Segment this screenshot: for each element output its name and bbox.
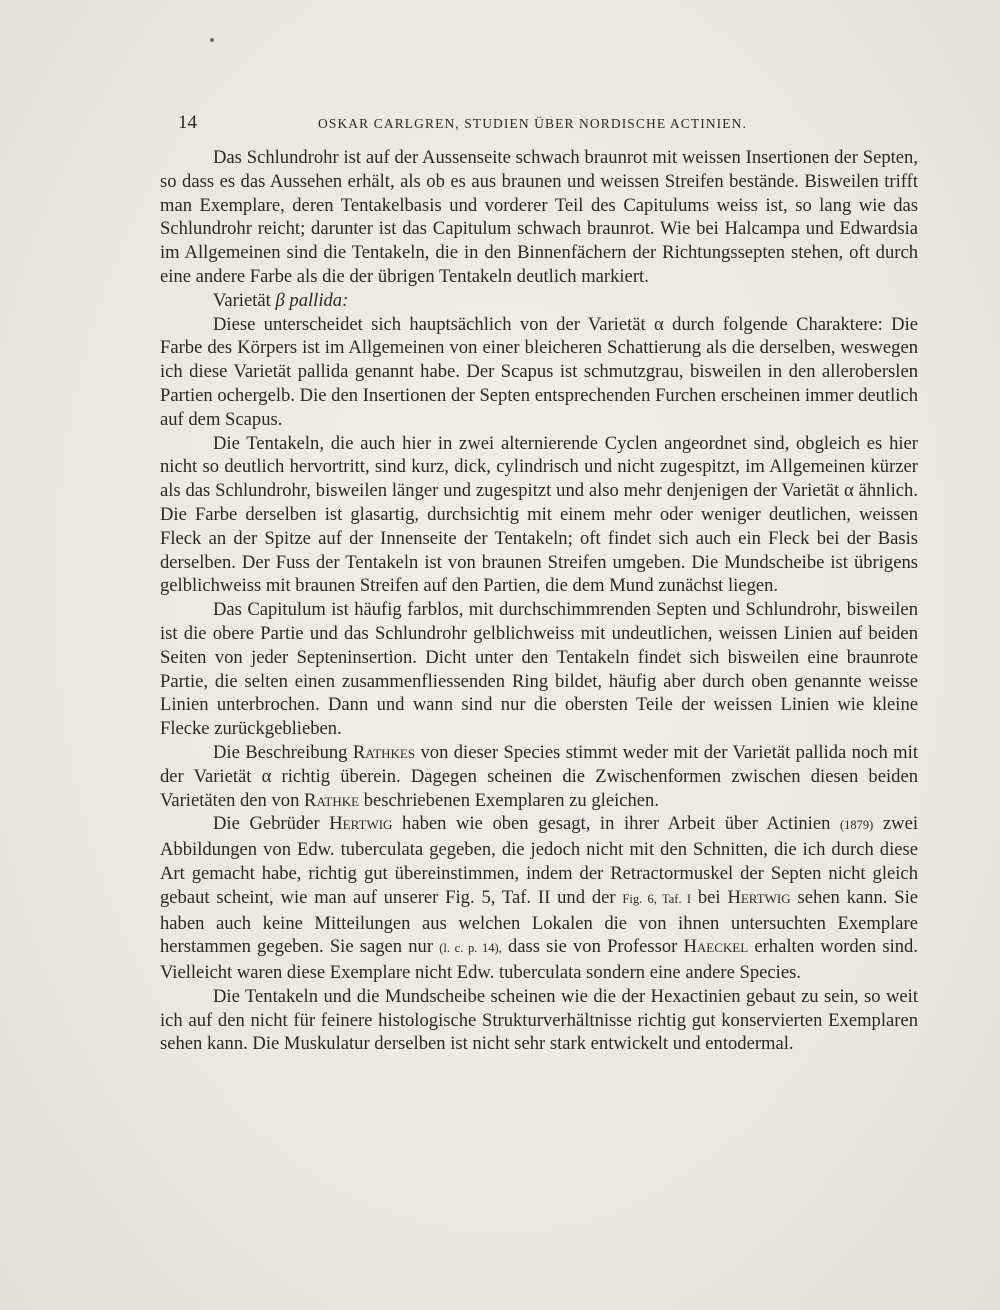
- text-run: sehen kann. Sie haben auch keine Mitteilungen aus welchen Lokalen die von ihnen untersuchten Exemplare herstammen gegeben. Sie sagen nur: [160, 886, 919, 958]
- paragraph-1: Das Schlundrohr ist auf der Aussenseite schwach braunrot mit weissen Insertionen der Septen, so dass es das Aussehen erhält, als ob es aus braunen und weissen Streifen bestände. Bisweilen trifft man Exemplare, deren Tentakelbasis und vorderer Teil des Capitulums weiss ist, so lang wie das Schlundrohr reicht; darunter ist das Capitulum schwach braunrot. Wie bei Halcampa und Edwardsia im Allgemeinen sind die Tentakeln, die in den Binnenfächern der Richtungssepten stehen, oft durch eine andere Farbe als die der übrigen Tentakeln deutlich markiert.: [160, 147, 918, 287]
- variety-name: pallida:: [289, 289, 349, 311]
- text-run: von dieser Species stimmt weder mit der Varietät pallida noch mit der Varietät α richtig überein. Dagegen scheinen die Zwischenformen zwischen diesen beiden Varietäten den von: [160, 741, 918, 811]
- author-name-haeckel: Haeckel: [683, 936, 749, 958]
- paragraph-8: Die Tentakeln und die Mundscheibe scheinen wie die der Hexactinien gebaut zu sein, so weit ich auf den nicht für feinere histologische Strukturverhältnisse richtig gut konservierten Exemplaren sehen kann. Die Muskulatur derselben ist nicht sehr stark entwickelt und entodermal.: [160, 985, 918, 1055]
- author-name-rathkes: Rathkes: [352, 741, 416, 763]
- paragraph-5: Das Capitulum ist häufig farblos, mit durchschimmrenden Septen und Schlundrohr, bisweilen ist die obere Partie und das Schlundrohr gelblichweiss mit undeutlichen, weissen Linien auf beiden Seiten von jeder Septeninsertion. Dicht unter den Tentakeln findet sich bisweilen eine braunrote Partie, die selten einen zusammenfliessenden Ring bildet, häufig aber durch oben genannte weisse Linien unterbrochen. Dann und wann sind nur die obersten Teile der weissen Linien wie kleine Flecke zurückgeblieben.: [160, 599, 918, 740]
- variety-label: Varietät: [213, 289, 271, 311]
- citation-page: (l. c. p. 14),: [439, 941, 502, 956]
- text-run: bei: [691, 886, 728, 908]
- page-number: 14: [178, 112, 197, 133]
- paragraph-3: Diese unterscheidet sich hauptsächlich von der Varietät α durch folgende Charaktere: Die Farbe des Körpers ist im Allgemeinen von einer bleicheren Schattierung als die derselben, weswegen ich diese Varietät pallida genannt habe. Der Scapus ist schmutzgrau, bisweilen in den alleroberslen Partien ochergelb. Die den Insertionen der Septen entsprechenden Furchen erscheinen immer deutlich auf dem Scapus.: [160, 313, 918, 430]
- text-run: erhalten worden sind. Vielleicht waren diese Exemplare nicht Edw. tuberculata sondern eine andere Species.: [160, 936, 918, 984]
- text-run: zwei Abbildungen von Edw. tuberculata gegeben, die jedoch nicht mit den Schnitten, die ich durch diese Art gemacht habe, richtig gut übereinstimmen, indem der Retractormuskel der Septen nicht gleich gebaut scheint, wie man auf unserer Fig. 5, Taf. II und der: [160, 813, 918, 908]
- running-title: OSKAR CARLGREN, STUDIEN ÜBER NORDISCHE ACTINIEN.: [318, 116, 747, 131]
- text-run: beschriebenen Exemplaren zu gleichen.: [359, 789, 660, 811]
- text-run: Die Gebrüder: [213, 813, 330, 835]
- paper-speck: [210, 38, 214, 42]
- paragraph-4: Die Tentakeln, die auch hier in zwei alternierende Cyclen angeordnet sind, obgleich es hier nicht so deutlich hervortritt, sind kurz, dick, cylindrisch und nicht zugespitzt, im Allgemeinen kürzer als das Schlundrohr, bisweilen länger und zugespitzt und also mehr denjenigen der Varietät α ähnlich. Die Farbe derselben ist glasartig, durchsichtig mit einem mehr oder weniger deutlichen, weissen Fleck an der Spitze auf der Innenseite der Tentakeln; oft findet sich auch ein Fleck bei der Basis derselben. Der Fuss der Tentakeln ist von braunen Streifen umgeben. Die Mundscheibe ist übrigens gelblichweiss mit braunen Streifen auf den Partien, die dem Mund zunächst liegen.: [160, 432, 918, 597]
- text-run: dass sie von Professor: [501, 936, 684, 958]
- paragraph-7: [160, 812, 918, 985]
- page-header: [178, 112, 918, 136]
- paragraph-6: [160, 741, 918, 812]
- variety-heading: [160, 289, 918, 313]
- beta-symbol: β: [275, 289, 285, 311]
- author-name-hertwig: Hertwig: [329, 813, 393, 835]
- author-name-rathke: Rathke: [304, 789, 360, 811]
- citation-year: (1879): [839, 818, 874, 833]
- author-name-hertwig-2: Hertwig: [727, 886, 791, 908]
- text-run: haben wie oben gesagt, in ihrer Arbeit über Actinien: [392, 813, 840, 835]
- body-text: [160, 146, 918, 1056]
- figure-reference: Fig. 6, Taf. I: [622, 891, 692, 906]
- text-run: Die Beschreibung: [213, 741, 353, 763]
